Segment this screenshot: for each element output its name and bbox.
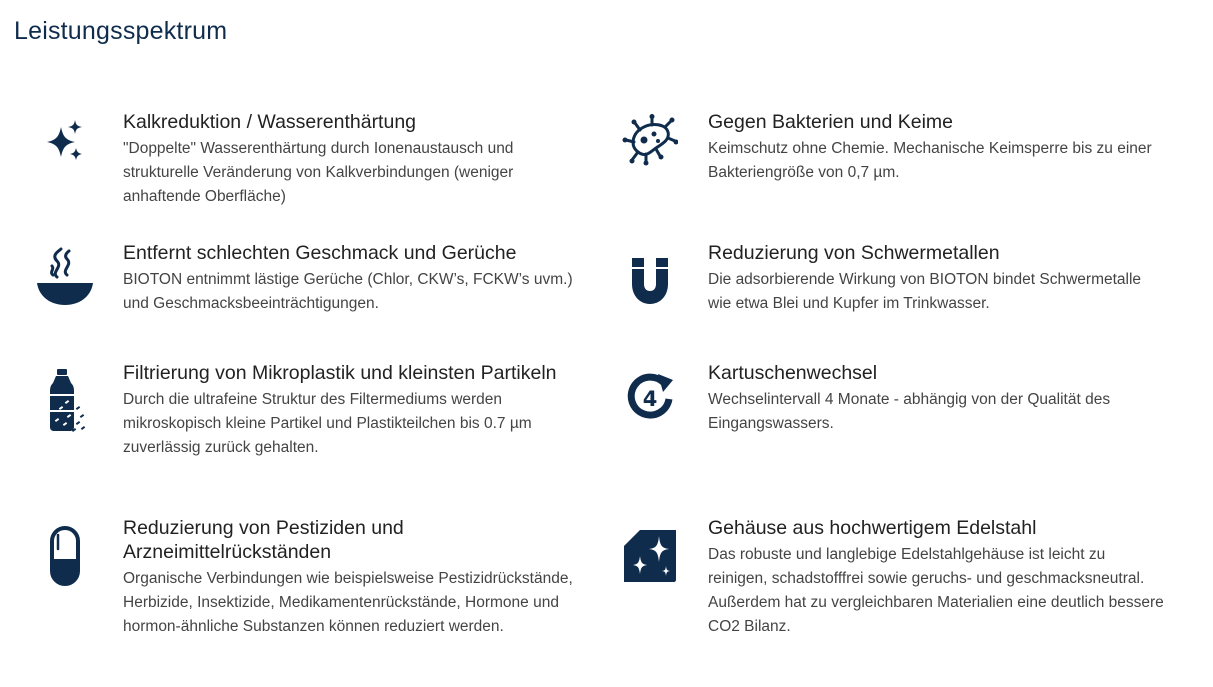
feature-title: Gehäuse aus hochwertigem Edelstahl — [708, 517, 1037, 539]
feature-title: Reduzierung von Schwermetallen — [708, 242, 1000, 264]
feature-stainless-steel — [708, 516, 1168, 639]
cycle-four-icon — [620, 365, 680, 429]
capsule-icon — [35, 524, 95, 588]
feature-cartridge-change — [642, 361, 1168, 436]
page-title: Leistungsspektrum — [14, 17, 228, 45]
feature-description: Die adsorbierende Wirkung von BIOTON bindet Schwermetalle wie etwa Blei und Kupfer im Trinkwasser. — [708, 271, 1142, 312]
feature-description: "Doppelte" Wasserenthärtung durch Ionenaustausch und strukturelle Veränderung von Kalkverbindungen (weniger anhaftende Oberfläche) — [123, 140, 514, 205]
feature-description: Organische Verbindungen wie beispielsweise Pestizidrückstände, Herbizide, Insektizide, Medikamentenrückstände, Hormone und hormon-ähnliche Substanzen können reduziert werden. — [123, 570, 573, 635]
feature-description: Das robuste und langlebige Edelstahlgehäuse ist leicht zu reinigen, schadstofffrei sowie geruchs- und geschmacksneutral. Außerdem hat zu vergleichbaren Materialien eine deutlich bessere CO2 Bilanz. — [708, 546, 1164, 635]
feature-pesticides — [123, 516, 583, 639]
feature-bacteria — [708, 110, 1168, 185]
feature-description: Durch die ultrafeine Struktur des Filtermediums werden mikroskopisch kleine Partikel und Plastikteilchen bis 0.7 µm zuverlässig zurück gehalten. — [123, 391, 532, 456]
steaming-bowl-icon — [35, 245, 95, 309]
bacteria-icon — [620, 110, 680, 174]
svg-text:4: 4 — [642, 387, 658, 411]
magnet-icon — [620, 249, 680, 313]
feature-title: Reduzierung von Pestiziden und Arzneimittelrückständen — [123, 517, 404, 563]
feature-heavy-metals — [708, 241, 1168, 316]
feature-taste-odor — [123, 241, 583, 316]
feature-title: Kalkreduktion / Wasserenthärtung — [123, 111, 417, 133]
feature-title: Kartuschenwechsel — [708, 362, 878, 384]
feature-description: Keimschutz ohne Chemie. Mechanische Keimsperre bis zu einer Bakteriengröße von 0,7 µm. — [708, 140, 1152, 181]
feature-description: BIOTON entnimmt lästige Gerüche (Chlor, CKW’s, FCKW’s uvm.) und Geschmacksbeeinträchtigungen. — [123, 271, 573, 312]
shiny-steel-icon — [620, 524, 680, 588]
plastic-bottle-icon — [35, 365, 95, 435]
sparkle-icon — [35, 110, 95, 174]
feature-microplastics — [123, 361, 583, 460]
feature-title: Gegen Bakterien und Keime — [708, 111, 953, 133]
feature-title: Filtrierung von Mikroplastik und kleinsten Partikeln — [123, 362, 557, 384]
feature-lime-reduction — [123, 110, 583, 209]
feature-description: Wechselintervall 4 Monate - abhängig von der Qualität des Eingangswassers. — [708, 391, 1111, 432]
feature-title: Entfernt schlechten Geschmack und Gerüche — [123, 242, 517, 264]
